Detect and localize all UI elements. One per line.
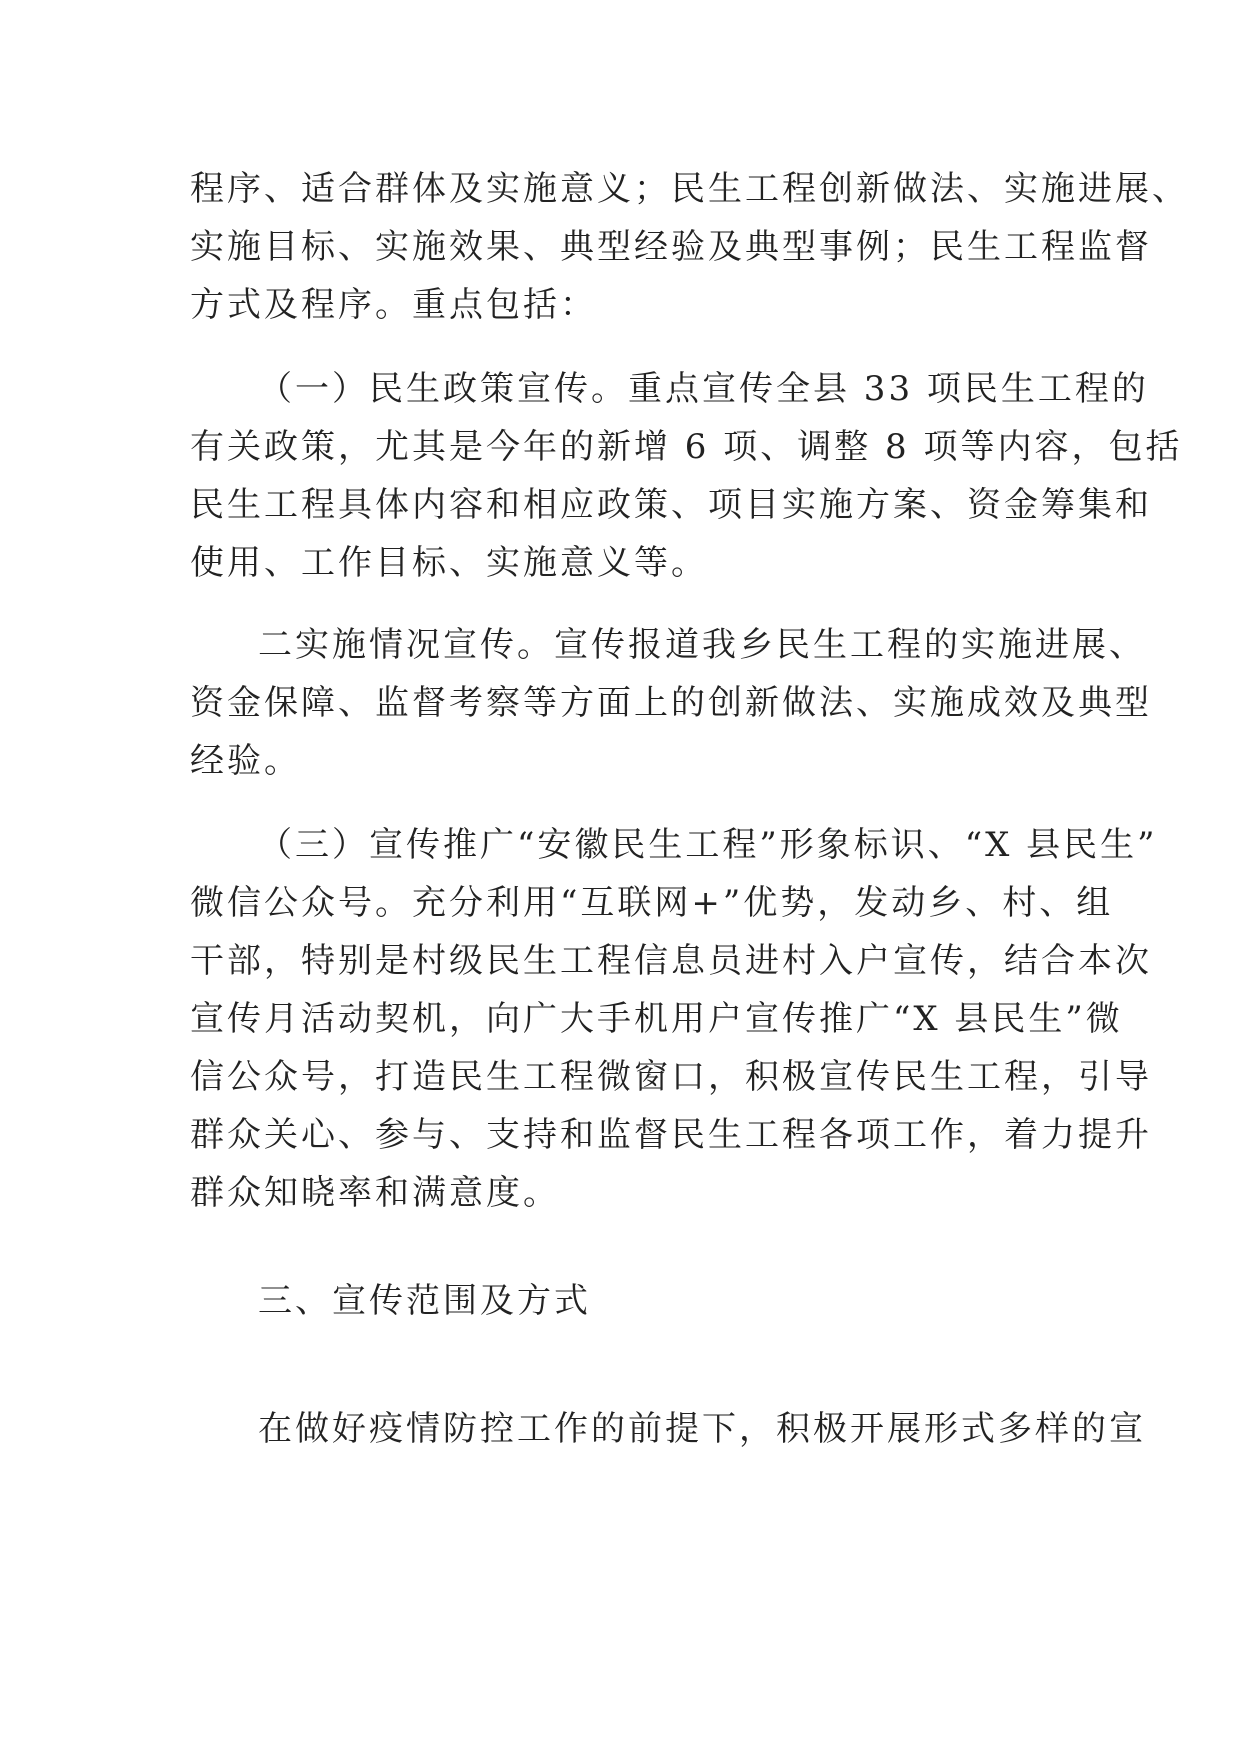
paragraph-continuation [190, 160, 1189, 334]
text-line: 宣传月活动契机，向广大手机用户宣传推广“X 县民生”微 [190, 999, 1123, 1039]
text-line: 经验。 [190, 741, 301, 781]
text-line: 程序、适合群体及实施意义；民生工程创新做法、实施进展、 [190, 169, 1189, 209]
paragraph-policy-publicity [190, 360, 1183, 592]
text-line: 三、宣传范围及方式 [258, 1281, 591, 1321]
text-line: 方式及程序。重点包括： [190, 285, 597, 325]
text-line: 有关政策，尤其是今年的新增 6 项、调整 8 项等内容，包括 [190, 427, 1183, 467]
text-line: 实施目标、实施效果、典型经验及典型事例；民生工程监督 [190, 227, 1152, 267]
paragraph-implementation-publicity [190, 616, 1152, 790]
text-line: 群众知晓率和满意度。 [190, 1173, 560, 1213]
text-line: 资金保障、监督考察等方面上的创新做法、实施成效及典型 [190, 683, 1152, 723]
section-heading [190, 1272, 1060, 1330]
text-line: （一）民生政策宣传。重点宣传全县 33 项民生工程的 [258, 369, 1149, 409]
text-line: 使用、工作目标、实施意义等。 [190, 543, 708, 583]
text-line: 民生工程具体内容和相应政策、项目实施方案、资金筹集和 [190, 485, 1152, 525]
text-line: （三）宣传推广“安徽民生工程”形象标识、“X 县民生” [258, 825, 1158, 865]
paragraph-wechat-promotion [190, 816, 1158, 1222]
text-line: 群众关心、参与、支持和监督民生工程各项工作，着力提升 [190, 1115, 1152, 1155]
text-line: 干部，特别是村级民生工程信息员进村入户宣传，结合本次 [190, 941, 1152, 981]
paragraph-scope-methods [190, 1400, 1146, 1458]
text-line: 信公众号，打造民生工程微窗口，积极宣传民生工程，引导 [190, 1057, 1152, 1097]
text-line: 二实施情况宣传。宣传报道我乡民生工程的实施进展、 [258, 625, 1146, 665]
text-line: 在做好疫情防控工作的前提下，积极开展形式多样的宣 [258, 1409, 1146, 1449]
text-line: 微信公众号。充分利用“互联网+”优势，发动乡、村、组 [190, 883, 1114, 923]
